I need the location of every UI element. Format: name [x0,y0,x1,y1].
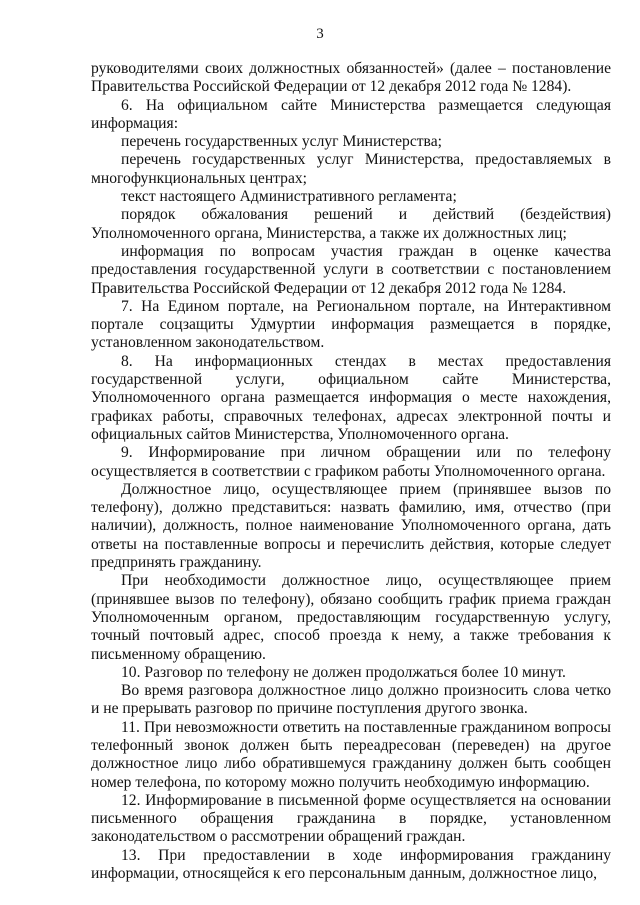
list-item: порядок обжалования решений и действий (бездействия) Уполномоченного органа, Министерства, а также их должностных лиц; [91,206,611,242]
paragraph-11: 11. При невозможности ответить на поставленные гражданином вопросы телефонный звонок должен быть переадресован (переведен) на другое должностное лицо либо обратившемуся гражданину должен быть сообщен номер телефона, по которому можно получить необходимую информацию. [91,718,611,791]
page-number: 3 [316,26,324,42]
document-body [91,60,611,883]
paragraph-7: 7. На Едином портале, на Региональном портале, на Интерактивном портале соцзащиты Удмуртии информация размещается в порядке, установленном законодательством. [91,297,611,352]
paragraph-9: 9. Информирование при личном обращении или по телефону осуществляется в соответствии с графиком работы Уполномоченного органа. [91,444,611,480]
paragraph-8: 8. На информационных стендах в местах предоставления государственной услуги, официальном сайте Министерства, Уполномоченного органа размещается информация о месте нахождения, графиках работы, справочных телефонах, адресах электронной почты и официальных сайтов Министерства, Уполномоченного органа. [91,352,611,443]
paragraph: Во время разговора должностное лицо должно произносить слова четко и не прерывать разговор по причине поступления другого звонка. [91,682,611,718]
list-item: перечень государственных услуг Министерства, предоставляемых в многофункциональных центрах; [91,151,611,187]
list-item: информация по вопросам участия граждан в оценке качества предоставления государственной услуги в соответствии с постановлением Правительства Российской Федерации от 12 декабря 2012 года № 1284. [91,242,611,297]
list-item: перечень государственных услуг Министерства; [121,133,442,151]
paragraph-10: 10. Разговор по телефону не должен продолжаться более 10 минут. [121,663,566,681]
paragraph: При необходимости должностное лицо, осуществляющее прием (принявшее вызов по телефону), обязано сообщить график приема граждан Уполномоченным органом, предоставляющим государственную услугу, точный почтовый адрес, способ проезда к нему, а также требования к письменному обращению. [91,572,611,663]
paragraph-13: 13. При предоставлении в ходе информирования гражданину информации, относящейся к его персональным данным, должностное лицо, [91,846,611,883]
paragraph-12: 12. Информирование в письменной форме осуществляется на основании письменного обращения гражданина в порядке, установленном законодательством о рассмотрении обращений граждан. [91,791,611,846]
list-item: текст настоящего Административного регламента; [121,188,457,206]
paragraph: Должностное лицо, осуществляющее прием (принявшее вызов по телефону), должно представиться: назвать фамилию, имя, отчество (при наличии), должность, полное наименование Уполномоченного органа, дать ответы на поставленные вопросы и перечислить действия, которые следует предпринять гражданину. [91,480,611,572]
paragraph-6: 6. На официальном сайте Министерства размещается следующая информация: [91,96,611,132]
paragraph-continuation: руководителями своих должностных обязанностей» (далее – постановление Правительства Российской Федерации от 12 декабря 2012 года № 1284). [91,60,611,96]
